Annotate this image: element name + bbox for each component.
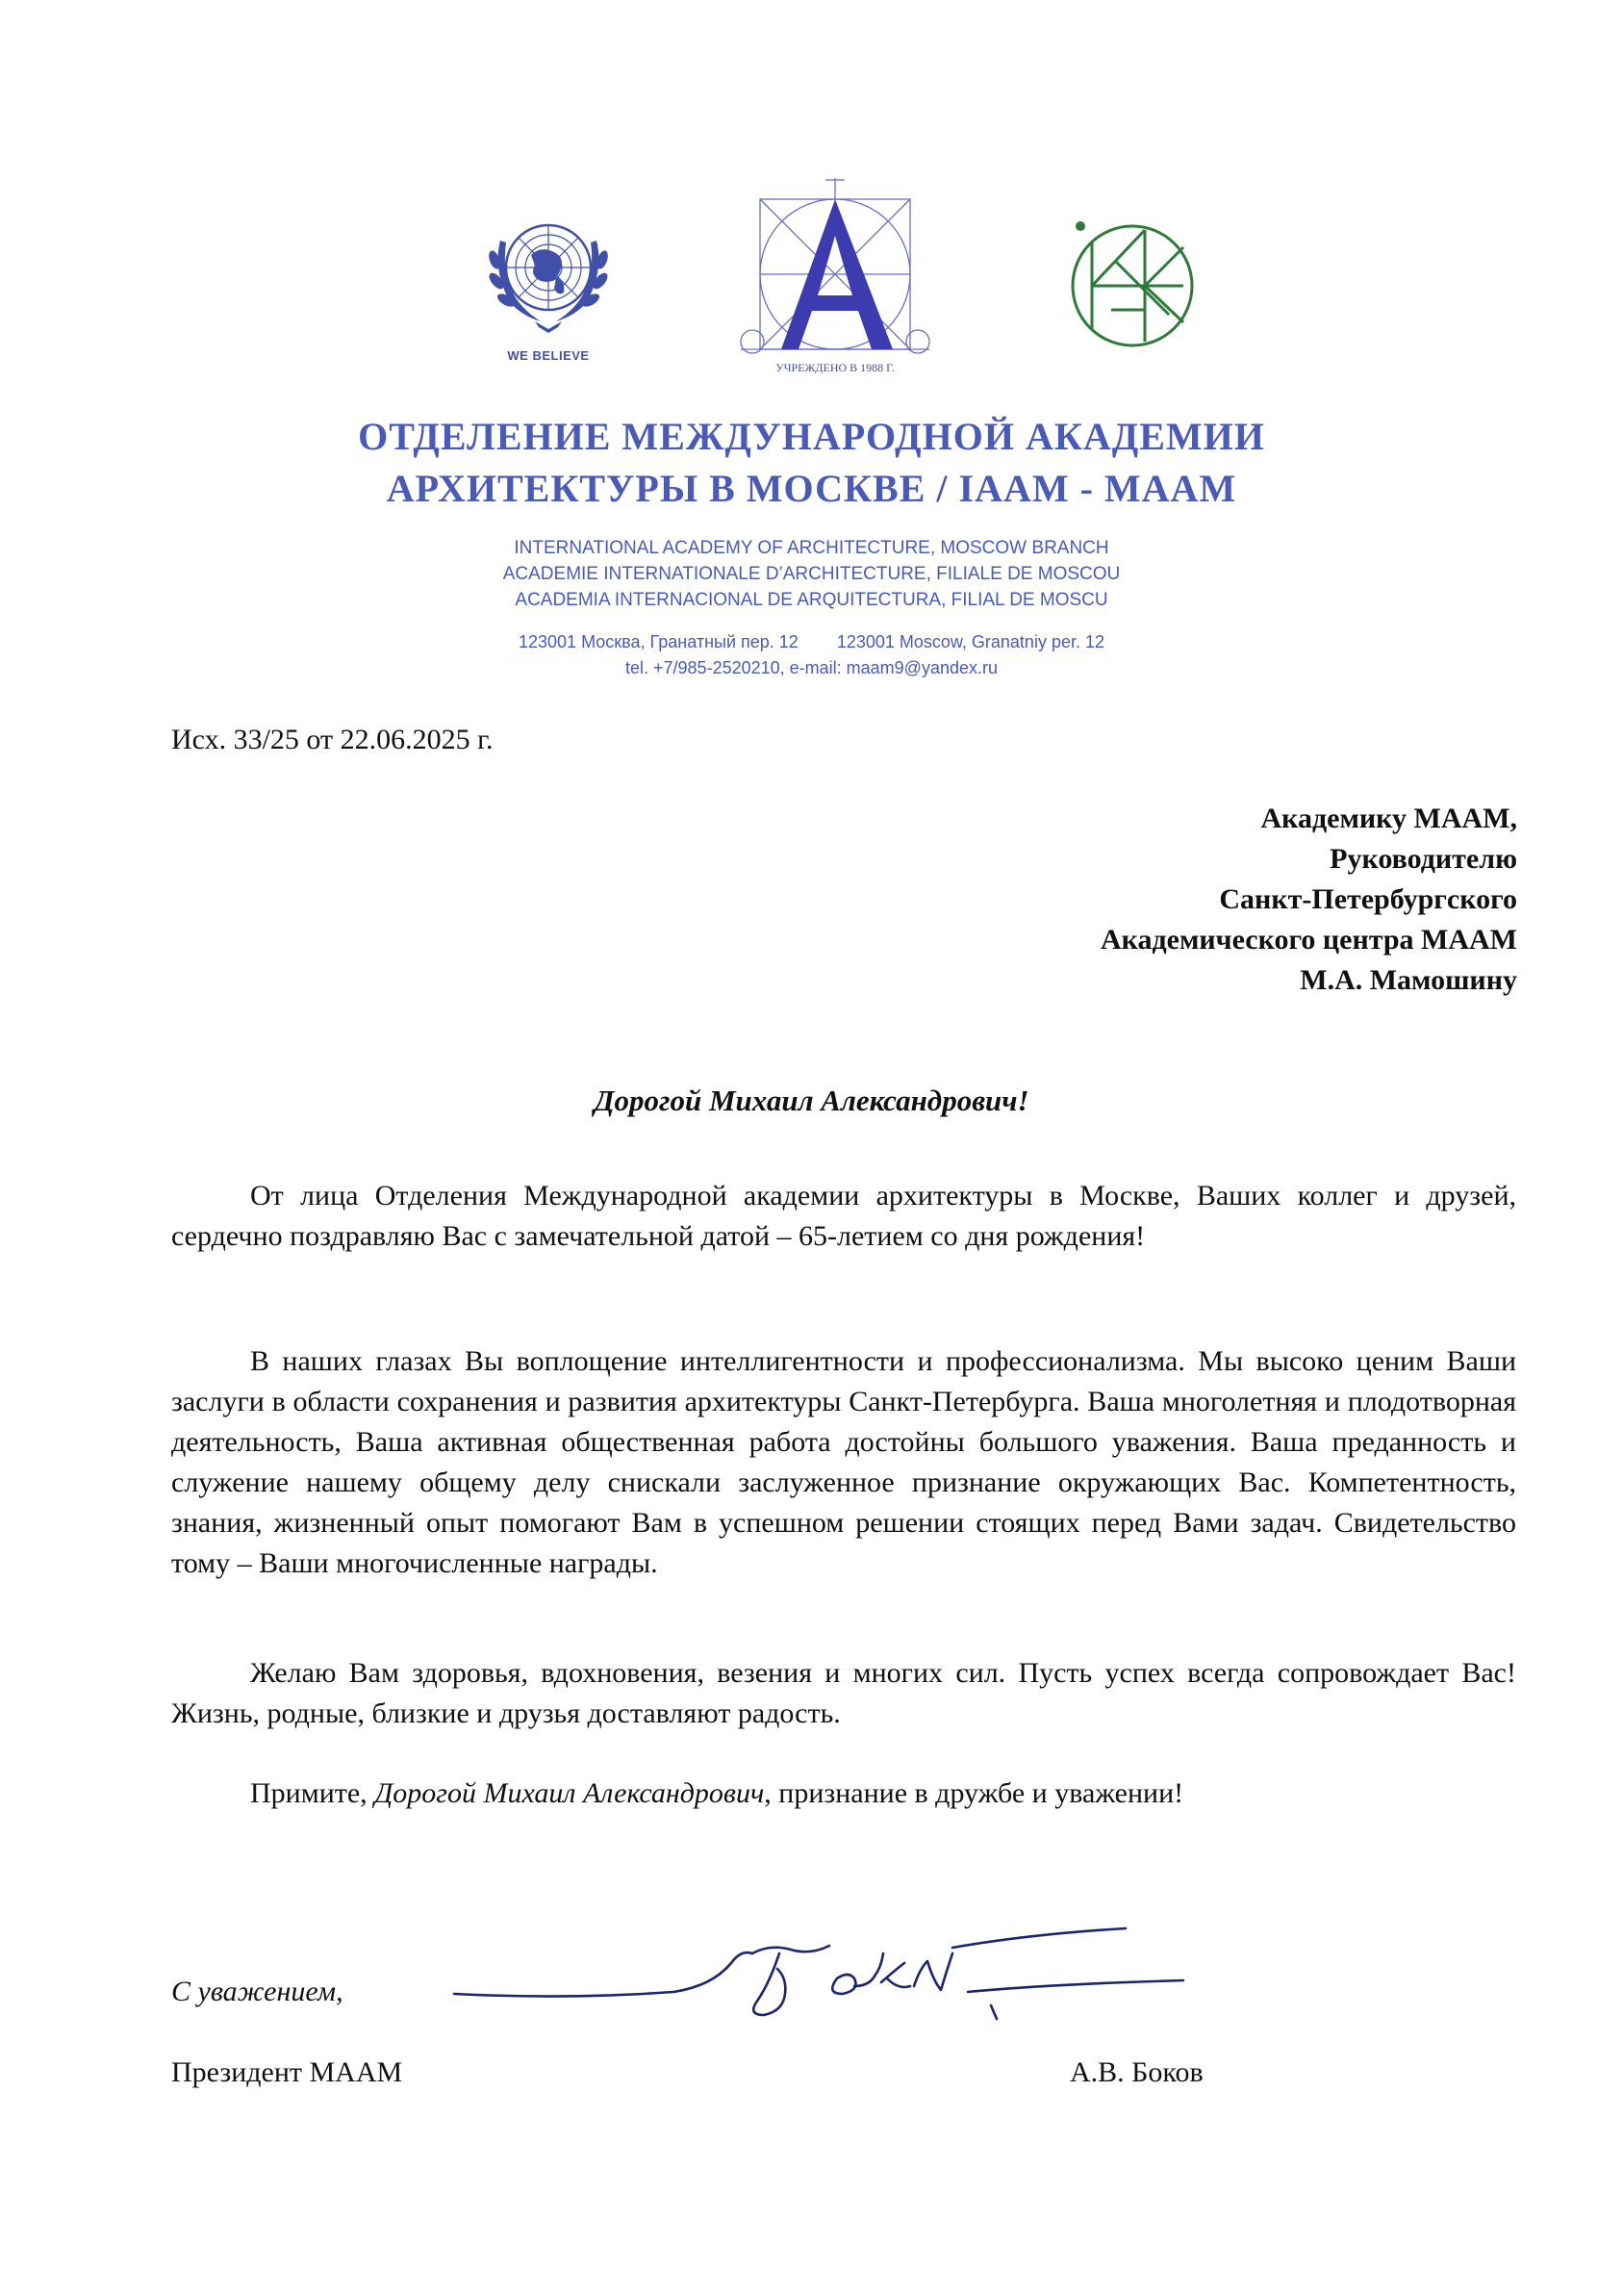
paragraph-text: От лица Отделения Международной академии архитектуры в Москве, Ваших коллег и друзей, сердечно поздравляю Вас с замечательной датой – 65-летием со дня рождения! (171, 1180, 1516, 1252)
signatory-name: А.В. Боков (1070, 2056, 1204, 2088)
green-monogram-icon (1063, 209, 1203, 353)
un-emblem-logo (471, 202, 625, 366)
green-emblem-logo (1063, 209, 1203, 353)
org-title-line-2: АРХИТЕКТУРЫ В МОСКВЕ / IAAM - MAAM (386, 467, 1237, 510)
paragraph-text (171, 1773, 1516, 1814)
org-title-line-1: ОТДЕЛЕНИЕ МЕЖДУНАРОДНОЙ АКАДЕМИИ (358, 415, 1265, 458)
address-en: 123001 Moscow, Granatniy per. 12 (836, 632, 1104, 651)
addressee-line: Руководителю (1330, 843, 1517, 875)
address-line (0, 629, 1623, 655)
org-contacts (0, 629, 1623, 681)
paragraph-1 (171, 1176, 1516, 1257)
paragraph-3 (171, 1653, 1516, 1734)
org-subtitle-fr: ACADEMIE INTERNATIONALE D’ARCHITECTURE, FILIALE DE MOSCOU (502, 564, 1121, 584)
paragraph-2 (171, 1341, 1516, 1584)
academy-founded-caption: УЧРЕЖДЕНО В 1988 Г. (775, 361, 895, 374)
logo-row (0, 178, 1623, 399)
org-subtitle-es: ACADEMIA INTERNACIONAL DE ARQUITECTURA, FILIAL DE MOSCU (515, 590, 1108, 610)
academy-a-icon (739, 178, 931, 361)
addressee-line: М.А. Мамошину (1300, 964, 1517, 996)
paragraph-4 (171, 1773, 1516, 1814)
un-emblem-icon (471, 202, 625, 346)
handwritten-signature (452, 1886, 1222, 2021)
salutation: Дорогой Михаил Александрович! (594, 1084, 1029, 1117)
address-ru: 123001 Москва, Гранатный пер. 12 (519, 632, 799, 651)
phone-email: tel. +7/985-2520210, e-mail: maam9@yandex.ru (625, 658, 998, 677)
org-subtitle-en: INTERNATIONAL ACADEMY OF ARCHITECTURE, MOSCOW BRANCH (514, 538, 1109, 558)
addressee-block (1101, 799, 1517, 1001)
p4-italic-name: Дорогой Михаил Александрович (374, 1777, 765, 1809)
addressee-line: Санкт-Петербургского (1219, 883, 1517, 915)
signatory-role: Президент МААМ (171, 2056, 403, 2088)
paragraph-text: Желаю Вам здоровья, вдохновения, везения и многих сил. Пусть успех всегда сопровождает Вас! Жизнь, родные, близкие и друзья доставляют радость. (171, 1657, 1516, 1729)
academy-a-logo (739, 178, 931, 390)
p4-end: , признание в дружбе и уважении! (764, 1777, 1184, 1809)
org-subtitle (0, 535, 1623, 613)
outgoing-reference: Исх. 33/25 от 22.06.2025 г. (171, 724, 494, 755)
addressee-line: Академику МААМ, (1260, 803, 1517, 834)
addressee-line: Академического центра МААМ (1100, 924, 1517, 956)
un-motto: WE BELIEVE (507, 348, 590, 363)
regards: С уважением, (171, 1976, 343, 2007)
p4-start: Примите, (250, 1777, 375, 1809)
paragraph-text: В наших глазах Вы воплощение интеллигентности и профессионализма. Мы высоко ценим Ваши заслуги в области сохранения и развития архитектуры Санкт-Петербурга. Ваша многолетняя и плодотворная деятельность, Ваша активная общественная работа достойны большого уважения. Ваша преданность и служение нашему общему делу снискали заслуженное признание окружающих Вас. Компетентность, знания, жизненный опыт помогают Вам в успешном решении стоящих перед Вами задач. Свидетельство тому – Ваши многочисленные награды. (171, 1345, 1516, 1579)
